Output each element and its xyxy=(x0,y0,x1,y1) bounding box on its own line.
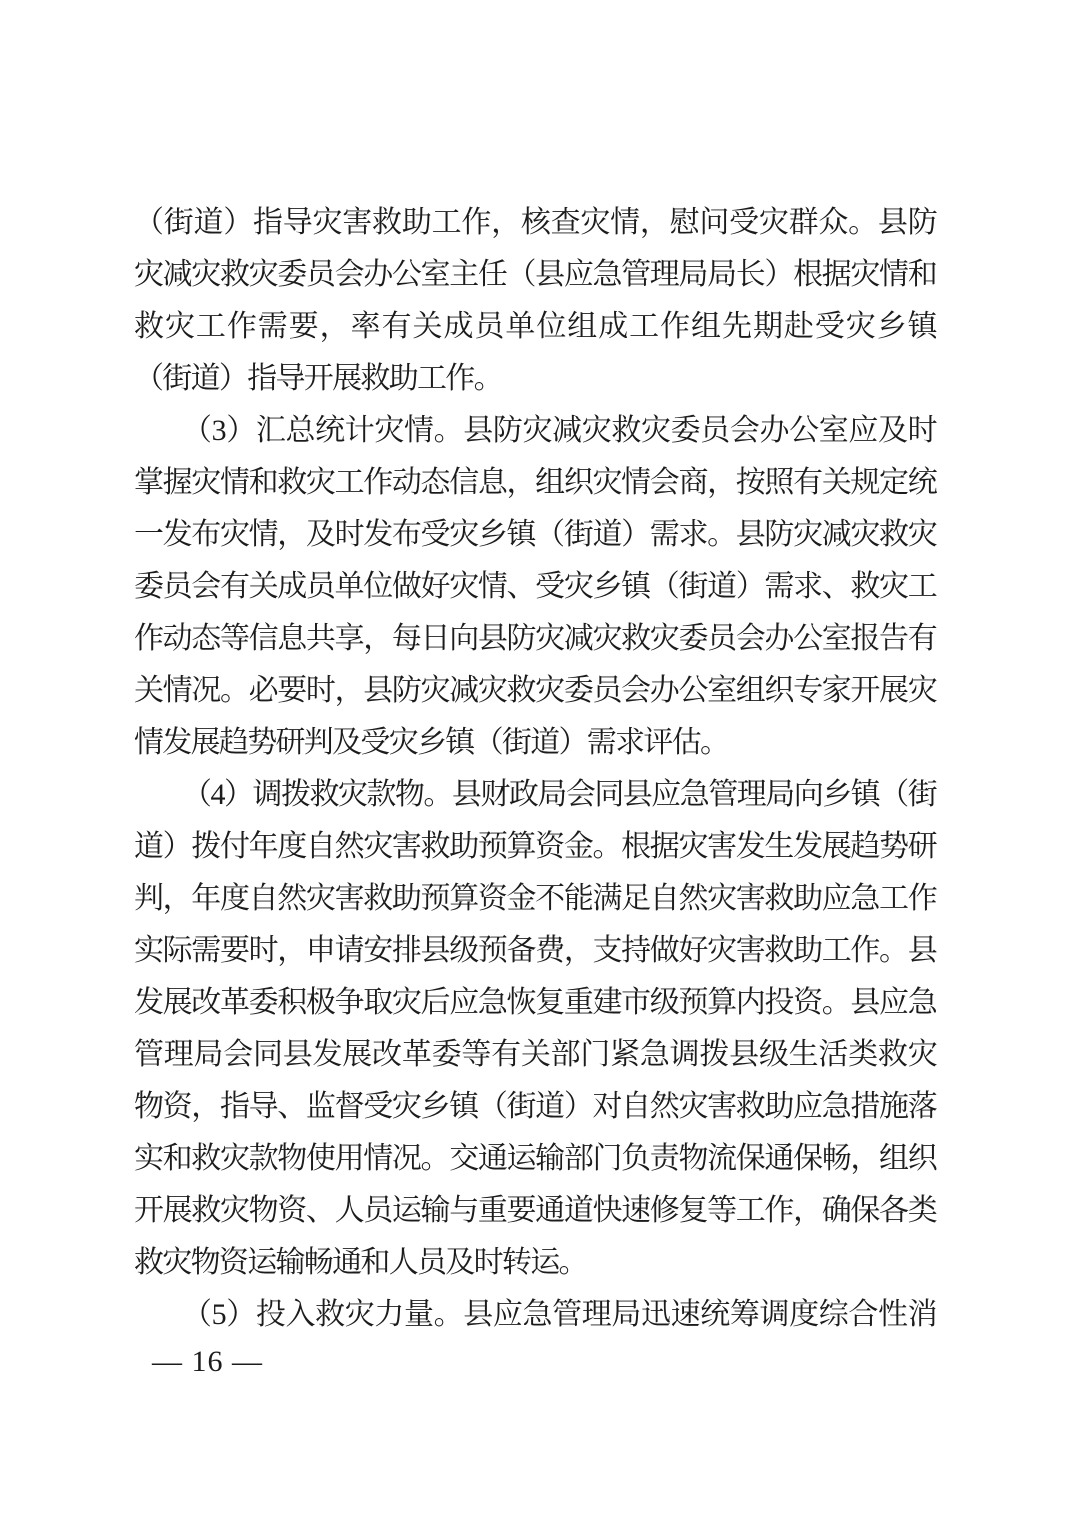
text-line: 实和救灾款物使用情况。交通运输部门负责物流保通保畅，组织 xyxy=(134,1142,936,1175)
text-line: 关情况。必要时，县防灾减灾救灾委员会办公室组织专家开展灾 xyxy=(134,674,936,707)
text-line: （街道）指导开展救助工作。 xyxy=(134,362,502,395)
text-line: （街道）指导灾害救助工作，核查灾情，慰问受灾群众。县防 xyxy=(134,206,936,239)
text-line: 灾减灾救灾委员会办公室主任（县应急管理局局长）根据灾情和 xyxy=(134,258,936,291)
page-footer xyxy=(152,1344,263,1380)
text-line: 救灾物资运输畅通和人员及时转运。 xyxy=(134,1246,587,1279)
text-line: （5）投入救灾力量。县应急管理局迅速统筹调度综合性消 xyxy=(182,1298,936,1331)
text-line: 管理局会同县发展改革委等有关部门紧急调拨县级生活类救灾 xyxy=(134,1038,936,1071)
document-text-block xyxy=(134,197,936,1341)
text-line: 一发布灾情，及时发布受灾乡镇（街道）需求。县防灾减灾救灾 xyxy=(134,518,936,551)
text-line: 掌握灾情和救灾工作动态信息，组织灾情会商，按照有关规定统 xyxy=(134,466,936,499)
text-line: 开展救灾物资、人员运输与重要通道快速修复等工作，确保各类 xyxy=(134,1194,936,1227)
text-line: 情发展趋势研判及受灾乡镇（街道）需求评估。 xyxy=(134,726,729,759)
text-line: （3）汇总统计灾情。县防灾减灾救灾委员会办公室应及时 xyxy=(182,414,936,447)
page-number: — 16 — xyxy=(152,1345,263,1378)
text-line: 实际需要时，申请安排县级预备费，支持做好灾害救助工作。县 xyxy=(134,934,936,967)
text-line: 委员会有关成员单位做好灾情、受灾乡镇（街道）需求、救灾工 xyxy=(134,570,936,603)
text-line: 发展改革委积极争取灾后应急恢复重建市级预算内投资。县应急 xyxy=(134,986,936,1019)
text-line: （4）调拨救灾款物。县财政局会同县应急管理局向乡镇（街 xyxy=(182,778,936,811)
text-line: 道）拨付年度自然灾害救助预算资金。根据灾害发生发展趋势研 xyxy=(134,830,936,863)
text-line: 救灾工作需要，率有关成员单位组成工作组先期赴受灾乡镇 xyxy=(134,310,936,343)
text-line: 物资，指导、监督受灾乡镇（街道）对自然灾害救助应急措施落 xyxy=(134,1090,936,1123)
text-line: 作动态等信息共享，每日向县防灾减灾救灾委员会办公室报告有 xyxy=(134,622,936,655)
text-line: 判，年度自然灾害救助预算资金不能满足自然灾害救助应急工作 xyxy=(134,882,936,915)
